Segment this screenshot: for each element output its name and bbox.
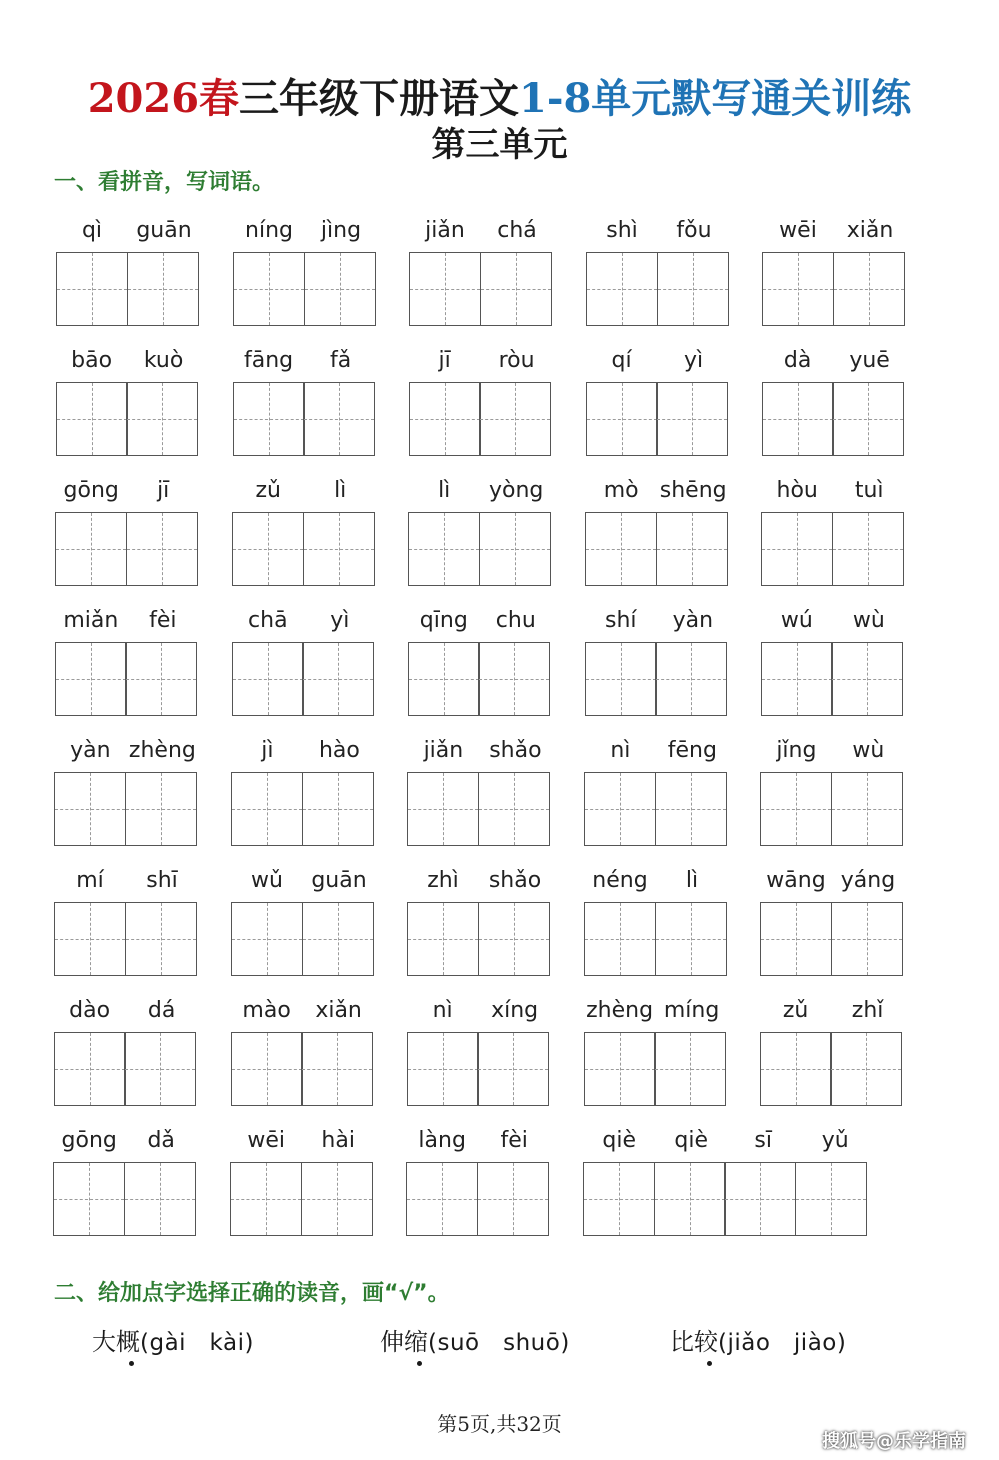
tianzige-cell[interactable] [124,1162,196,1236]
tianzige-cell[interactable] [654,1162,726,1236]
writing-cells [56,382,197,456]
pinyin-syllable: néng [592,868,648,893]
tianzige-cell[interactable] [760,1032,832,1106]
tianzige-cell[interactable] [301,1032,373,1106]
pinyin-syllable: xiǎn [846,218,894,243]
tianzige-cell[interactable] [656,382,728,456]
tianzige-cell[interactable] [655,772,727,846]
tianzige-cell[interactable] [584,902,656,976]
tianzige-cell[interactable] [407,902,479,976]
writing-cells [55,512,196,586]
tianzige-cell[interactable] [832,512,904,586]
writing-cells [585,512,726,586]
pinyin-syllable: yàn [672,608,714,633]
pinyin-syllable: shí [605,608,637,633]
pinyin-syllable: dà [783,348,812,373]
pinyin-syllable: bāo [71,348,113,373]
writing-cells [584,902,725,976]
pinyin-syllable: yàn [70,738,111,763]
pinyin-syllable: dǎ [147,1128,175,1153]
tianzige-cell[interactable] [127,252,199,326]
writing-cells [55,642,196,716]
pinyin-syllable: yì [684,348,704,373]
pinyin-syllable: ròu [498,348,535,373]
tianzige-cell[interactable] [408,512,480,586]
pinyin-syllable: mò [603,478,639,503]
choice-item [380,1322,570,1357]
pinyin-syllable: wǔ [251,868,283,893]
tianzige-cell[interactable] [56,382,128,456]
pinyin-syllable: wēi [779,218,817,243]
writing-cells [409,252,550,326]
pinyin-syllable: chā [248,608,288,633]
title-training: 1-8单元默写通关训练 [519,75,912,122]
tianzige-cell[interactable] [760,902,832,976]
tianzige-cell[interactable] [831,902,903,976]
writing-cells [584,1032,725,1106]
pinyin-syllable: nì [432,998,453,1023]
writing-cells [406,1162,547,1236]
tianzige-cell[interactable] [408,642,480,716]
pinyin-syllable: lì [438,478,451,503]
choice-options[interactable]: (gài kài) [140,1330,254,1356]
pinyin-syllable: zhèng [586,998,654,1023]
writing-cells [231,902,372,976]
writing-cells [407,772,548,846]
pinyin-syllable: guān [136,218,192,243]
tianzige-cell[interactable] [585,642,657,716]
pinyin-syllable: qí [611,348,632,373]
writing-cells [53,1162,194,1236]
watermark: 搜狐号@乐学指南 [822,1431,966,1452]
tianzige-cell[interactable] [231,902,303,976]
pinyin-syllable: míng [663,998,720,1023]
tianzige-cell[interactable] [478,902,550,976]
tianzige-cell[interactable] [761,642,833,716]
pinyin-syllable: zǔ [782,998,809,1023]
pinyin-syllable: qiè [602,1128,636,1153]
writing-cells [231,1032,372,1106]
unit-subtitle: 第三单元 [431,125,568,165]
pinyin-syllable: sī [754,1128,772,1153]
writing-cells [408,642,549,716]
tianzige-cell[interactable] [232,512,304,586]
writing-cells [762,252,903,326]
pinyin-syllable: gōng [61,1128,117,1153]
section-1-heading: 一、看拼音，写词语。 [54,170,275,195]
pinyin-syllable: zhèng [128,738,196,763]
pinyin-syllable: dào [69,998,111,1023]
title-year: 2026春 [87,75,240,122]
tianzige-cell[interactable] [231,1032,303,1106]
pinyin-syllable: miǎn [63,608,119,633]
writing-cells [54,902,195,976]
writing-cells [54,772,195,846]
pinyin-syllable: fǎ [329,348,352,373]
pinyin-syllable: chá [497,218,537,243]
writing-cells [583,1162,865,1236]
choice-word-text: 伸缩 [380,1328,428,1356]
tianzige-cell[interactable] [233,252,305,326]
pinyin-syllable: jìng [320,218,362,243]
tianzige-cell[interactable] [831,772,903,846]
choice-word [670,1322,718,1357]
tianzige-cell[interactable] [479,382,551,456]
pinyin-syllable: jī [438,348,451,373]
choice-word-text: 大概 [92,1328,140,1356]
tianzige-cell[interactable] [584,772,656,846]
pinyin-syllable: hài [321,1128,355,1153]
writing-cells [761,642,902,716]
choice-word [380,1322,428,1357]
choice-item [92,1322,254,1357]
pinyin-syllable: zǔ [255,478,281,503]
emphasis-dot [129,1361,134,1366]
writing-cells [233,252,374,326]
pinyin-syllable: gōng [63,478,119,503]
tianzige-cell[interactable] [833,252,905,326]
tianzige-cell[interactable] [232,642,304,716]
pinyin-syllable: hòu [776,478,818,503]
tianzige-cell[interactable] [302,772,374,846]
tianzige-cell[interactable] [654,1032,726,1106]
tianzige-cell[interactable] [302,642,374,716]
title-grade: 三年级下册语文 [239,75,520,122]
pinyin-syllable: qiè [674,1128,708,1153]
tianzige-cell[interactable] [55,642,127,716]
pinyin-syllable: dá [147,998,176,1023]
pinyin-syllable: tuì [854,478,884,503]
tianzige-cell[interactable] [303,382,375,456]
pinyin-syllable: xíng [491,998,539,1023]
page-number: 第5页,共32页 [437,1412,562,1436]
tianzige-cell[interactable] [480,252,552,326]
pinyin-syllable: qīng [419,608,468,633]
tianzige-cell[interactable] [477,1162,549,1236]
tianzige-cell[interactable] [831,642,903,716]
tianzige-cell[interactable] [230,1162,302,1236]
tianzige-cell[interactable] [409,252,481,326]
pinyin-syllable: zhì [427,868,459,893]
writing-cells [409,382,550,456]
choice-options[interactable]: (jiǎo jiào) [718,1330,847,1356]
emphasis-dot [707,1361,712,1366]
writing-cells [231,772,372,846]
pinyin-syllable: zhǐ [851,998,884,1023]
writing-cells [586,382,727,456]
pinyin-syllable: jī [157,478,170,503]
tianzige-cell[interactable] [584,1032,656,1106]
pinyin-syllable: yì [330,608,350,633]
pinyin-syllable: shì [606,218,638,243]
pinyin-syllable: shēng [659,478,727,503]
pinyin-syllable: wāng [766,868,826,893]
tianzige-cell[interactable] [407,1032,479,1106]
emphasis-dot [417,1361,422,1366]
writing-cells [586,252,727,326]
tianzige-cell[interactable] [54,902,126,976]
pinyin-syllable: lì [685,868,699,893]
pinyin-syllable: kuò [143,348,184,373]
tianzige-cell[interactable] [479,512,551,586]
tianzige-cell[interactable] [655,642,727,716]
tianzige-cell[interactable] [585,512,657,586]
choice-word-text: 比较 [670,1328,718,1356]
tianzige-cell[interactable] [126,512,198,586]
writing-cells [760,1032,901,1106]
pinyin-syllable: wù [852,738,885,763]
tianzige-cell[interactable] [233,382,305,456]
pinyin-syllable: fèi [500,1128,528,1153]
writing-cells [761,512,902,586]
pinyin-syllable: wēi [247,1128,285,1153]
tianzige-cell[interactable] [54,772,126,846]
writing-cells [585,642,726,716]
pinyin-syllable: fǒu [676,218,712,243]
tianzige-cell[interactable] [656,512,728,586]
writing-cells [407,902,548,976]
pinyin-syllable: chu [495,608,536,633]
pinyin-syllable: lì [334,478,347,503]
tianzige-cell[interactable] [302,902,374,976]
pinyin-syllable: guān [311,868,367,893]
pinyin-syllable: jiǎn [423,738,464,763]
writing-cells [54,1032,195,1106]
tianzige-cell[interactable] [724,1162,796,1236]
pinyin-syllable: qì [81,218,103,243]
tianzige-cell[interactable] [586,382,658,456]
pinyin-syllable: yáng [840,868,896,893]
tianzige-cell[interactable] [478,772,550,846]
tianzige-cell[interactable] [477,1032,549,1106]
writing-cells [762,382,903,456]
writing-cells [408,512,549,586]
pinyin-syllable: shǎo [489,738,542,763]
tianzige-cell[interactable] [655,902,727,976]
section-2-heading: 二、给加点字选择正确的读音，画“√”。 [54,1281,450,1306]
pinyin-syllable: yòng [488,478,544,503]
pinyin-syllable: wù [852,608,885,633]
tianzige-cell[interactable] [125,642,197,716]
writing-cells [233,382,374,456]
writing-cells [230,1162,371,1236]
tianzige-cell[interactable] [760,772,832,846]
tianzige-cell[interactable] [56,252,128,326]
tianzige-cell[interactable] [301,1162,373,1236]
tianzige-cell[interactable] [830,1032,902,1106]
tianzige-cell[interactable] [761,512,833,586]
tianzige-cell[interactable] [478,642,550,716]
pinyin-syllable: mào [242,998,291,1023]
tianzige-cell[interactable] [125,902,197,976]
pinyin-syllable: jǐng [776,738,817,763]
writing-cells [407,1032,548,1106]
tianzige-cell[interactable] [762,382,834,456]
tianzige-cell[interactable] [54,1032,126,1106]
choice-options[interactable]: (suō shuō) [428,1330,570,1356]
pinyin-syllable: yǔ [821,1128,849,1153]
tianzige-cell[interactable] [407,772,479,846]
pinyin-syllable: wú [780,608,813,633]
pinyin-syllable: fēng [667,738,717,763]
writing-cells [232,642,373,716]
tianzige-cell[interactable] [406,1162,478,1236]
tianzige-cell[interactable] [124,1032,196,1106]
pinyin-syllable: nì [610,738,631,763]
tianzige-cell[interactable] [303,512,375,586]
tianzige-cell[interactable] [832,382,904,456]
tianzige-cell[interactable] [409,382,481,456]
choice-word [92,1322,140,1357]
pinyin-syllable: fèi [149,608,177,633]
pinyin-syllable: xiǎn [315,998,362,1023]
tianzige-cell[interactable] [586,252,658,326]
tianzige-cell[interactable] [125,772,197,846]
pinyin-syllable: hào [318,738,360,763]
writing-cells [56,252,197,326]
tianzige-cell[interactable] [55,512,127,586]
tianzige-cell[interactable] [657,252,729,326]
writing-cells [584,772,725,846]
pinyin-syllable: mí [76,868,104,893]
tianzige-cell[interactable] [795,1162,867,1236]
pinyin-syllable: níng [245,218,293,243]
pinyin-syllable: làng [418,1128,466,1153]
pinyin-syllable: jì [261,738,274,763]
pinyin-syllable: yuē [849,348,890,373]
tianzige-cell[interactable] [231,772,303,846]
pinyin-syllable: jiǎn [425,218,465,243]
tianzige-cell[interactable] [126,382,198,456]
writing-cells [232,512,373,586]
tianzige-cell[interactable] [583,1162,655,1236]
choice-item [670,1322,846,1357]
writing-cells [760,772,901,846]
pinyin-syllable: shǎo [488,868,542,893]
tianzige-cell[interactable] [304,252,376,326]
tianzige-cell[interactable] [53,1162,125,1236]
tianzige-cell[interactable] [762,252,834,326]
pinyin-syllable: fāng [244,348,294,373]
writing-cells [760,902,901,976]
pinyin-syllable: shī [146,868,178,893]
